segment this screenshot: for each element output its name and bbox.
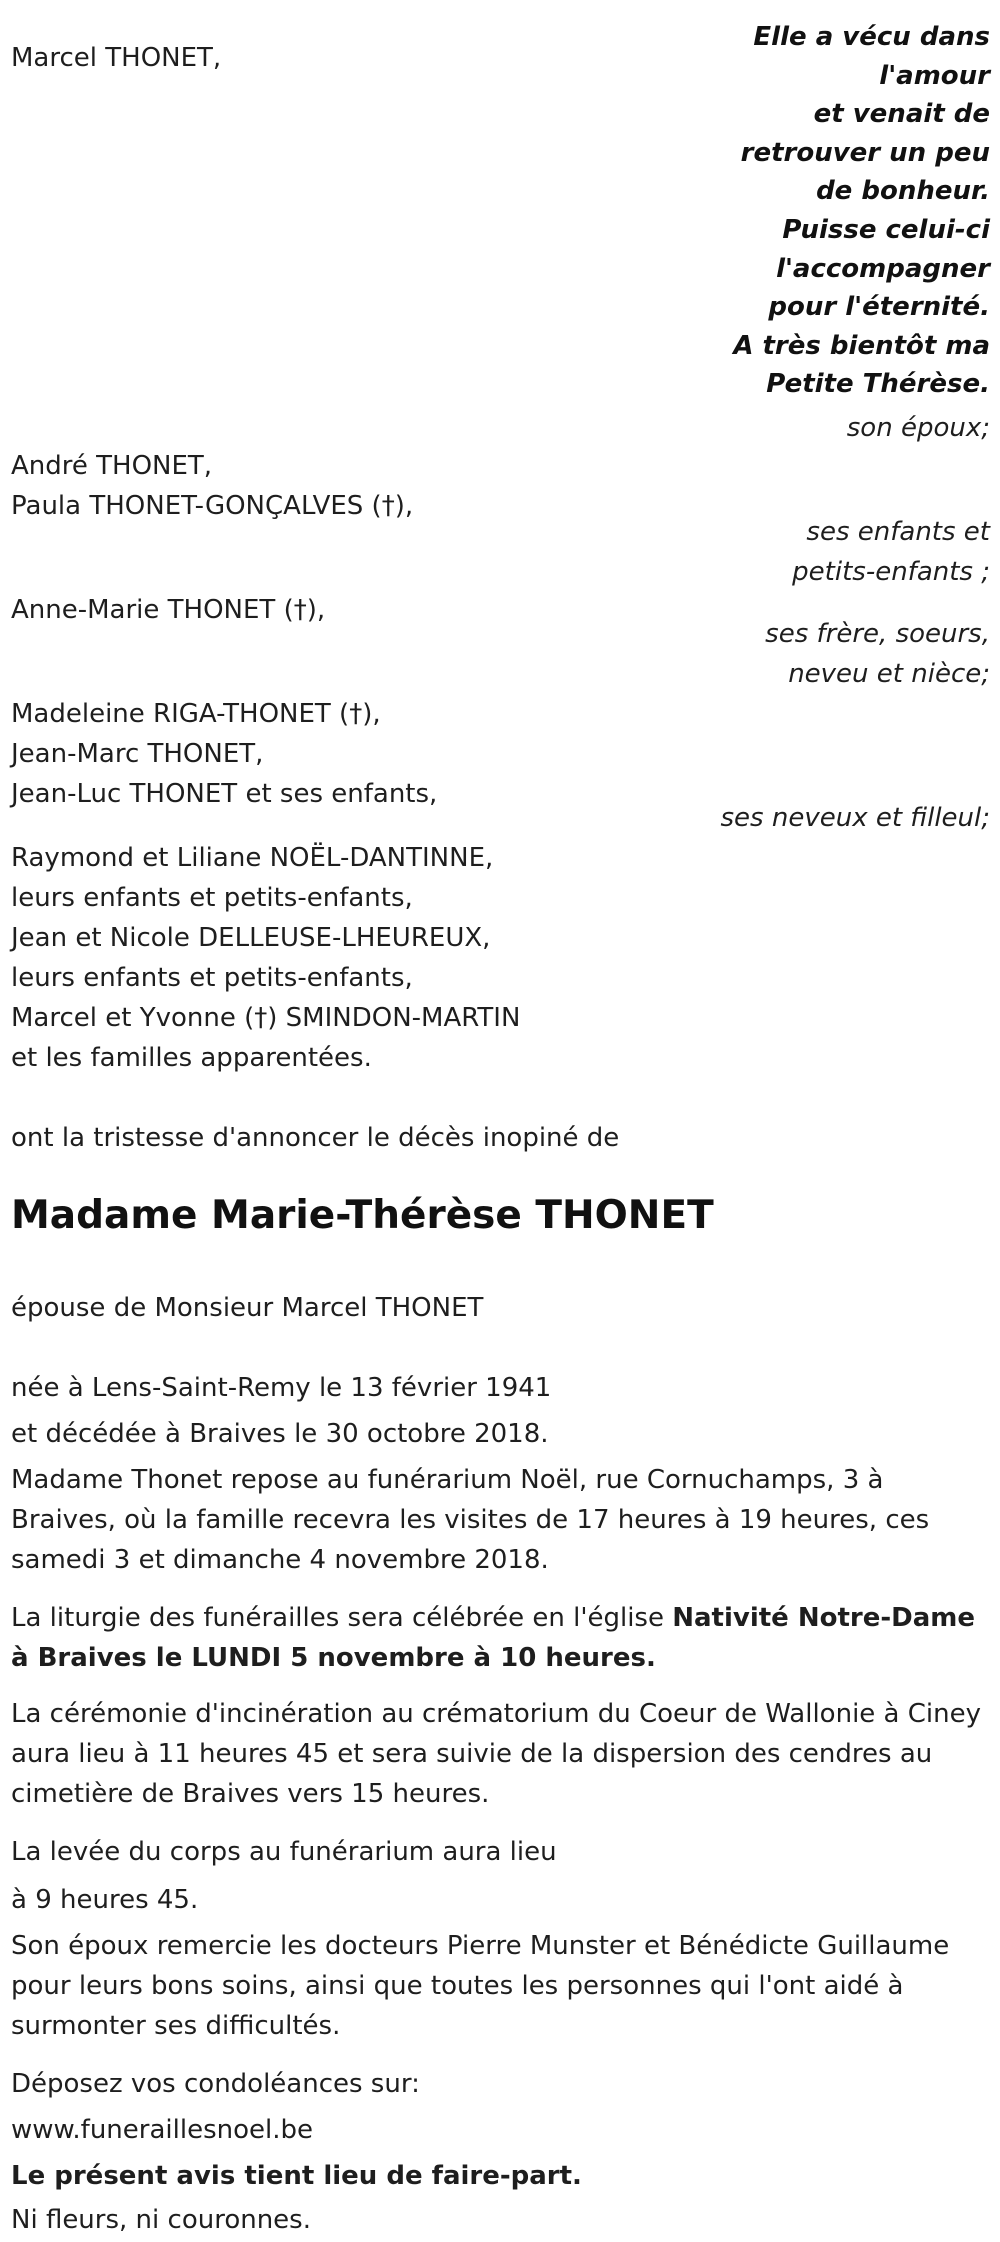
relation-line: ses frère, soeurs, <box>765 619 990 649</box>
thanks-text: Son époux remercie les docteurs Pierre Munster et Bénédicte Guillaume pour leurs bons soins, ainsi que toutes les personnes qui l'ont aidé à surmonter ses difficultés. <box>11 1931 950 2041</box>
family-member: Raymond et Liliane NOËL-DANTINNE, <box>11 843 494 873</box>
family-member: Jean-Luc THONET et ses enfants, <box>11 779 438 809</box>
nephews-relation: ses neveux et filleul; <box>720 803 990 833</box>
children-relation <box>792 512 990 592</box>
children-names <box>11 446 413 526</box>
liturgy-intro: La liturgie des funérailles sera célébrée en l'église <box>11 1603 673 1633</box>
family-member: et les familles apparentées. <box>11 1043 372 1073</box>
visitation-info: Madame Thonet repose au funérarium Noël, rue Cornuchamps, 3 à Braives, où la famille recevra les visites de 17 heures à 19 heures, ces samedi 3 et dimanche 4 novembre 2018. <box>11 1465 930 1575</box>
condolences-label: Déposez vos condoléances sur: <box>11 2069 420 2099</box>
family-member: Jean-Marc THONET, <box>11 739 264 769</box>
tribute-line: pour l'éternité. <box>768 292 990 323</box>
family-member: Anne-Marie THONET (†), <box>11 595 326 625</box>
tribute-line: et venait de <box>813 99 990 130</box>
tribute-line: de bonheur. <box>816 176 990 207</box>
family-member: leurs enfants et petits-enfants, <box>11 883 413 913</box>
family-member: Madeleine RIGA-THONET (†), <box>11 699 381 729</box>
spouse-of: épouse de Monsieur Marcel THONET <box>11 1293 484 1323</box>
spouse-tribute <box>733 18 990 404</box>
tribute-line: Puisse celui-ci <box>782 214 990 245</box>
family-member: Marcel et Yvonne (†) SMINDON-MARTIN <box>11 1003 521 1033</box>
family-member: Paula THONET-GONÇALVES (†), <box>11 491 414 521</box>
tribute-line: A très bientôt ma <box>733 330 990 361</box>
family-member: Jean et Nicole DELLEUSE-LHEUREUX, <box>11 923 491 953</box>
website-link[interactable]: www.funeraillesnoel.be <box>11 2115 313 2145</box>
cremation-info: La cérémonie d'incinération au crématorium du Coeur de Wallonie à Ciney aura lieu à 11 heures 45 et sera suivie de la dispersion des cendres au cimetière de Braives vers 15 heures. <box>11 1699 981 1809</box>
removal-line-1: La levée du corps au funérarium aura lieu <box>11 1837 557 1867</box>
spouse-relation: son époux; <box>846 413 990 443</box>
relation-line: ses enfants et <box>806 517 990 547</box>
tribute-line: retrouver un peu <box>740 137 990 168</box>
tribute-line: Elle a vécu dans <box>753 22 990 52</box>
liturgy-emphasis: Nativité Notre-Dame à Braives le LUNDI 5 novembre à 10 heures. <box>11 1603 976 1673</box>
flowers-text: Ni fleurs, ni couronnes. <box>11 2205 311 2235</box>
relation-line: petits-enfants ; <box>792 557 990 587</box>
nephews-names <box>11 694 437 814</box>
announcement-text: ont la tristesse d'annoncer le décès inopiné de <box>11 1123 620 1153</box>
birth-info: née à Lens-Saint-Remy le 13 février 1941 <box>11 1373 552 1403</box>
siblings-names <box>11 590 325 630</box>
relation-line: neveu et nièce; <box>788 659 990 689</box>
notice-text: Le présent avis tient lieu de faire-part. <box>11 2161 582 2191</box>
tribute-line: l'accompagner <box>776 253 990 284</box>
siblings-relation <box>765 614 990 694</box>
family-member: leurs enfants et petits-enfants, <box>11 963 413 993</box>
removal-line-2: à 9 heures 45. <box>11 1885 199 1915</box>
death-info: et décédée à Braives le 30 octobre 2018. <box>11 1419 549 1449</box>
tribute-line: Petite Thérèse. <box>766 369 990 400</box>
deceased-name: Madame Marie-Thérèse THONET <box>11 1193 714 1238</box>
family-member: André THONET, <box>11 451 213 481</box>
extended-families <box>11 838 520 1078</box>
liturgy-info <box>11 1598 996 1678</box>
spouse-name: Marcel THONET, <box>11 43 222 73</box>
tribute-line: l'amour <box>879 60 990 91</box>
